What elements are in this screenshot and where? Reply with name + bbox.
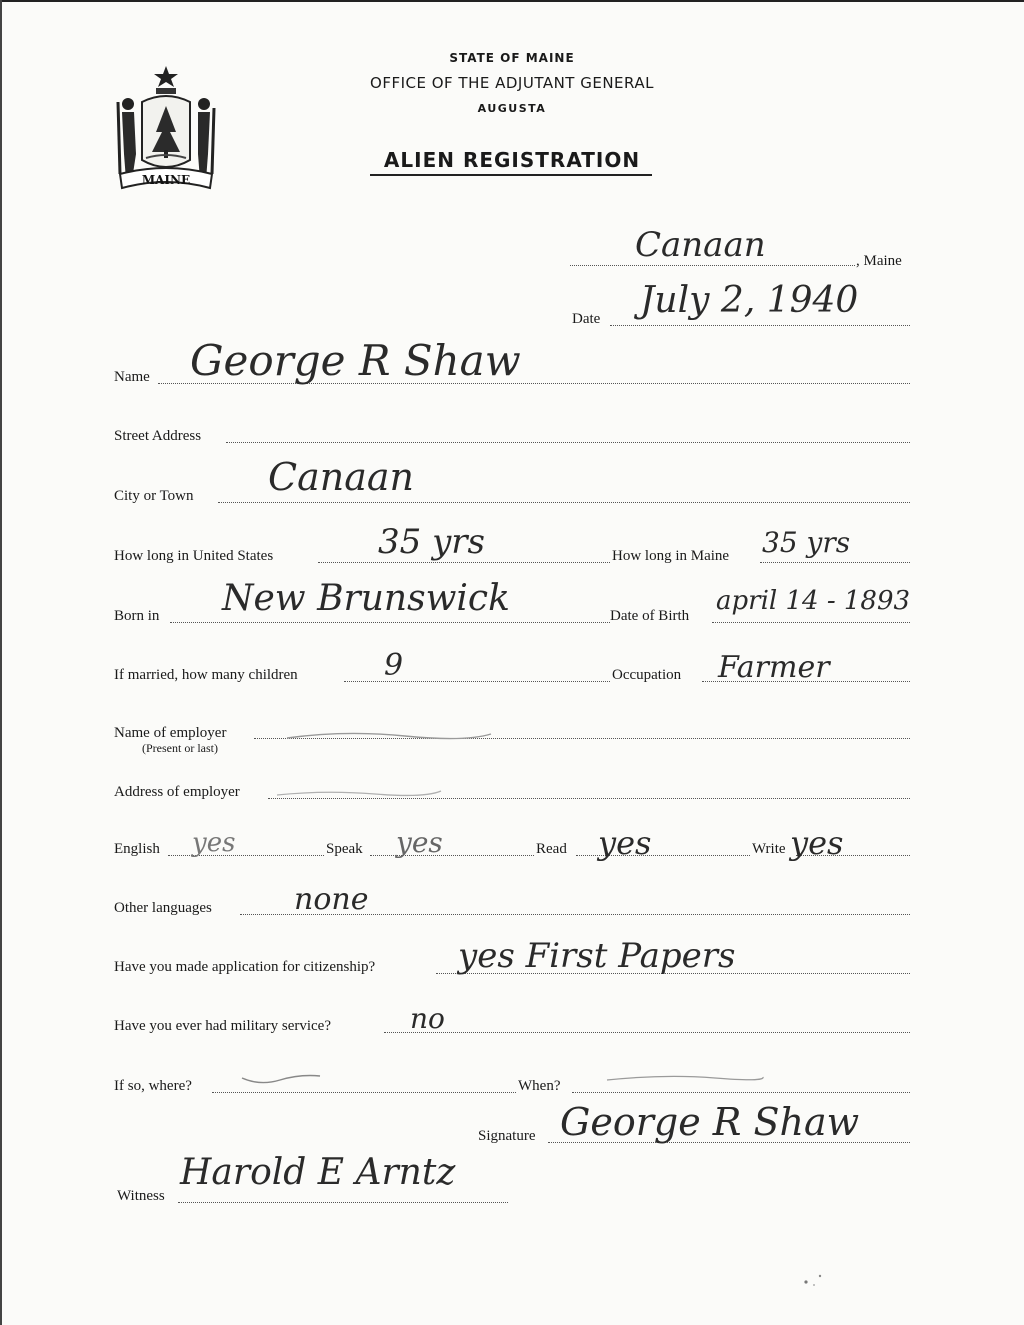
occupation-label: Occupation	[612, 667, 682, 683]
speak-value: yes	[396, 826, 443, 859]
employer-address-label: Address of employer	[114, 784, 240, 800]
city-label: City or Town	[114, 488, 194, 504]
employer-dash-stroke	[285, 728, 495, 744]
header-state: STATE OF MAINE	[449, 51, 575, 65]
speak-line	[370, 855, 534, 856]
occupation-value: Farmer	[718, 650, 830, 685]
speak-label: Speak	[326, 841, 363, 857]
read-value: yes	[598, 824, 652, 862]
city-value: Canaan	[268, 455, 414, 499]
born-in-line	[170, 622, 610, 623]
years-maine-value: 35 yrs	[762, 526, 851, 559]
street-line	[226, 442, 910, 443]
date-label: Date	[572, 311, 601, 327]
svg-text:MAINE: MAINE	[141, 173, 191, 187]
citizenship-label: Have you made application for citizenship?	[114, 959, 376, 975]
write-label: Write	[752, 841, 786, 857]
date-value: July 2, 1940	[640, 280, 859, 321]
years-us-label: How long in United States	[114, 548, 274, 564]
other-languages-value: none	[294, 882, 369, 917]
date-line	[610, 325, 910, 326]
military-value: no	[410, 1002, 445, 1035]
when-line	[572, 1092, 910, 1093]
born-in-value: New Brunswick	[222, 578, 510, 619]
name-value: George R Shaw	[190, 336, 521, 385]
scan-edge-left	[0, 0, 2, 1325]
scan-edge-top	[0, 0, 1024, 2]
header-city: AUGUSTA	[477, 102, 547, 115]
employer-address-dash-stroke	[275, 786, 445, 800]
military-line	[384, 1032, 910, 1033]
when-dash-stroke	[605, 1072, 765, 1086]
where-dash-stroke	[240, 1072, 322, 1088]
employer-label: Name of employer	[114, 725, 227, 741]
state-label: , Maine	[856, 253, 902, 269]
write-value: yes	[790, 824, 844, 862]
when-label: When?	[518, 1078, 561, 1094]
years-maine-line	[760, 562, 910, 563]
signature-label: Signature	[478, 1128, 536, 1144]
citizenship-value: yes First Papers	[458, 936, 736, 976]
military-label: Have you ever had military service?	[114, 1018, 331, 1034]
english-value: yes	[192, 828, 236, 858]
years-us-value: 35 yrs	[378, 522, 485, 562]
witness-line	[178, 1202, 508, 1203]
header-office: OFFICE OF THE ADJUTANT GENERAL	[370, 74, 654, 92]
where-line	[212, 1092, 516, 1093]
years-us-line	[318, 562, 610, 563]
title-underline	[370, 174, 652, 176]
scan-speck-mark	[800, 1270, 830, 1290]
years-maine-label: How long in Maine	[612, 548, 730, 564]
witness-value: Harold E Arntz	[180, 1152, 456, 1193]
born-in-label: Born in	[114, 608, 160, 624]
dob-value: april 14 - 1893	[716, 586, 911, 616]
employer-sublabel: (Present or last)	[142, 741, 218, 755]
children-label: If married, how many children	[114, 667, 298, 683]
other-languages-label: Other languages	[114, 900, 212, 916]
town-line	[570, 265, 855, 266]
name-label: Name	[114, 369, 150, 385]
english-label: English	[114, 841, 160, 857]
town-value: Canaan	[635, 225, 766, 265]
read-label: Read	[536, 841, 567, 857]
dob-line	[712, 622, 910, 623]
signature-value: George R Shaw	[560, 1100, 860, 1144]
street-label: Street Address	[114, 428, 202, 444]
witness-label: Witness	[117, 1188, 165, 1204]
children-value: 9	[384, 648, 404, 683]
dob-label: Date of Birth	[610, 608, 690, 624]
city-line	[218, 502, 910, 503]
where-label: If so, where?	[114, 1078, 192, 1094]
page-title: ALIEN REGISTRATION	[383, 148, 641, 172]
